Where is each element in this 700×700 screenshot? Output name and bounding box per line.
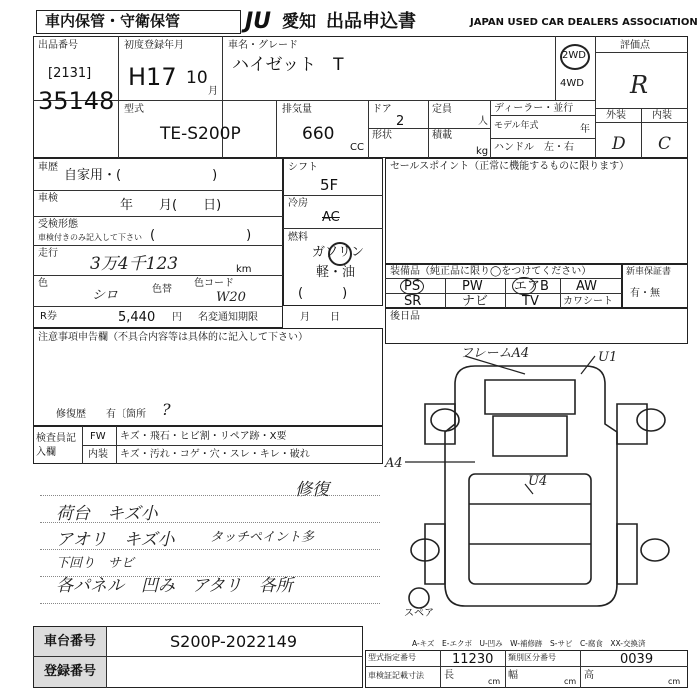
storage-box <box>36 10 241 34</box>
damage-legend: A-キズ E-エクボ U-凹み W-補修跡 S-サビ C-腐食 XX-交換済 <box>412 639 646 648</box>
exterior-grade: D <box>612 134 626 154</box>
width-unit: cm <box>564 677 577 686</box>
history-label: 車歴 <box>38 162 58 173</box>
org-name: 愛知 <box>282 12 316 32</box>
fuel-label: 燃料 <box>288 232 308 243</box>
displacement-unit: CC <box>350 142 364 153</box>
inspection-label: 車検 <box>38 193 58 204</box>
equip-tv: TV <box>522 294 539 309</box>
later-items-box <box>385 308 688 344</box>
length-unit: cm <box>488 677 501 686</box>
displacement-value: 660 <box>302 124 335 144</box>
truck-cab <box>485 380 575 414</box>
height-label: 高 <box>584 670 594 681</box>
handle-label: ハンドル 左・右 <box>494 142 574 153</box>
equip-aw: AW <box>576 279 598 294</box>
equip-sr: SR <box>404 294 422 309</box>
vehicle-diagram <box>385 344 688 644</box>
r-ticket-value: 5,440 <box>118 310 156 325</box>
model-label: 型式 <box>124 104 144 115</box>
mileage-value: 3万4千123 <box>90 254 179 274</box>
name-change-label: 名変通知期限 <box>198 312 258 323</box>
interior-row-label: 内装 <box>88 449 108 460</box>
transfer-value: ( ) <box>150 228 252 243</box>
equip-pw: PW <box>462 279 483 294</box>
model-year-label: モデル年式 <box>494 121 539 131</box>
car-name: ハイゼット T <box>232 55 344 75</box>
equip-ps: PS <box>404 279 421 294</box>
handwritten-bed: 荷台 キズ小 <box>56 504 158 524</box>
name-change-unit: 月 日 <box>300 312 340 323</box>
interior-grade: C <box>658 134 672 154</box>
drive-4wd: 4WD <box>560 78 584 89</box>
equip-airbag: エアB <box>514 279 549 294</box>
diagram-note-u1: U1 <box>598 350 618 365</box>
class-value: 0039 <box>620 652 654 667</box>
r-ticket-unit: 円 <box>172 312 182 323</box>
lot-number: 35148 <box>38 87 115 115</box>
equipment-label: 装備品（純正品に限り◯をつけてください） <box>390 266 592 277</box>
diagram-note-a4: A4 <box>385 456 403 471</box>
fuel-value: ガソリン <box>312 245 365 260</box>
shift-label: シフト <box>288 162 318 173</box>
interior-row-text: キズ・汚れ・コゲ・穴・スレ・キレ・破れ <box>120 449 310 460</box>
class-label: 類別区分番号 <box>508 653 556 662</box>
spare-label: スペア <box>404 608 434 619</box>
first-registration-label: 初度登録年月 <box>124 40 184 51</box>
load-unit: kg <box>476 146 489 157</box>
month-unit: 月 <box>208 86 218 97</box>
color-code-value: W20 <box>216 290 246 305</box>
mileage-unit: km <box>236 264 252 275</box>
handwritten-panels: 各パネル 凹み アタリ 各所 <box>56 576 293 596</box>
spare-wheel <box>409 588 429 608</box>
door-label: ドア <box>372 104 392 115</box>
r-ticket-label: R券 <box>40 311 57 322</box>
sales-point-label: セールスポイント（正常に機能するものに限ります） <box>390 161 630 172</box>
equip-leather: カワシート <box>563 296 613 307</box>
ac-value: AC <box>322 210 340 225</box>
displacement-label: 排気量 <box>282 104 312 115</box>
model-cert-label: 型式指定番号 <box>368 653 416 662</box>
new-car-warranty-label: 新車保証書 <box>626 267 672 277</box>
dealer-label: ディーラー・並行 <box>494 103 574 114</box>
drive-2wd: 2WD <box>562 50 586 61</box>
chassis-number-label: 車台番号 <box>44 634 97 649</box>
repair-history-label: 修復歴 有〔箇所 <box>56 409 146 420</box>
handwritten-underbody: 下回り サビ <box>56 556 135 571</box>
handwritten-touchup: タッチペイント多 <box>210 530 315 545</box>
transfer-label: 受検形態 <box>38 219 78 230</box>
registration-number-label: 登録番号 <box>44 664 97 679</box>
association-name: JAPAN USED CAR DEALERS ASSOCIATION <box>470 17 698 28</box>
era-year: H17 <box>128 63 177 91</box>
caution-label: 注意事項申告欄（不具合内容等は具体的に記入して下さい） <box>38 332 308 343</box>
fw-text: キズ・飛石・ヒビ割・リペア跡・X要 <box>120 431 287 442</box>
equip-navi: ナビ <box>462 294 489 309</box>
repair-mark: ? <box>162 400 171 419</box>
height-unit: cm <box>668 677 681 686</box>
lot-number-label: 出品番号 <box>38 40 78 51</box>
dims-label: 車検証記載寸法 <box>368 671 424 680</box>
width-label: 幅 <box>508 670 518 681</box>
color-value: シロ <box>92 288 119 303</box>
wheel-front-right <box>637 409 665 431</box>
handwritten-gate: アオリ キズ小 <box>56 530 175 550</box>
evaluation-label: 評価点 <box>620 40 650 51</box>
equip-ps-circle <box>400 278 424 295</box>
color-change-label: 色替 <box>152 284 172 295</box>
fw-label: FW <box>90 431 106 442</box>
model-cert-value: 11230 <box>452 652 494 667</box>
inspector-label: 検査員記入欄 <box>36 433 76 458</box>
wheel-rear-right <box>641 539 669 561</box>
shift-value: 5F <box>320 176 339 194</box>
fuel-diesel: 軽・油 <box>316 265 356 280</box>
shape-label: 形状 <box>372 130 392 141</box>
history-value: 自家用・( ) <box>64 168 218 183</box>
ac-label: 冷房 <box>288 198 308 209</box>
exterior-label: 外装 <box>606 110 626 121</box>
transfer-note: 車検付きのみ記入して下さい <box>38 233 142 242</box>
capacity-unit: 人 <box>478 116 488 127</box>
diagram-note-u4: U4 <box>528 474 548 489</box>
color-code-label: 色コード <box>194 278 234 289</box>
storage-title: 車内保管・守衛保管 <box>45 12 181 30</box>
mileage-label: 走行 <box>38 248 58 259</box>
color-label: 色 <box>38 278 48 289</box>
car-name-label: 車名・グレード <box>228 40 298 51</box>
load-label: 積載 <box>432 130 452 141</box>
interior-label: 内装 <box>652 110 672 121</box>
handwritten-repair: 修復 <box>295 480 329 500</box>
logo: JU <box>245 9 272 34</box>
new-car-warranty-value: 有・無 <box>630 288 660 299</box>
form-title: 出品申込書 <box>326 11 416 32</box>
inspection-value: 年 月( 日) <box>120 198 222 213</box>
sales-point-box <box>385 158 688 264</box>
chassis-number: S200P-2022149 <box>170 632 298 651</box>
model-year-unit: 年 <box>580 124 590 135</box>
registration-month: 10 <box>186 68 208 88</box>
evaluation-score: R <box>630 71 649 99</box>
door-value: 2 <box>396 114 405 129</box>
fuel-other: ( ) <box>298 286 348 301</box>
diagram-note-frame: フレームA4 <box>460 346 530 361</box>
capacity-label: 定員 <box>432 104 452 115</box>
model-value: TE-S200P <box>160 124 241 144</box>
later-items-label: 後日品 <box>390 311 420 322</box>
equip-airbag-circle <box>512 277 536 295</box>
length-label: 長 <box>444 670 454 681</box>
lot-sub-number: [2131] <box>48 66 92 81</box>
